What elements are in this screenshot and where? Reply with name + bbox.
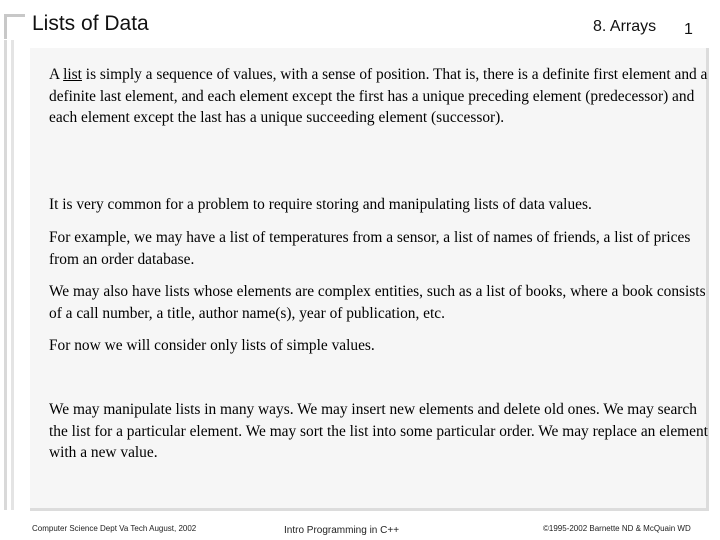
left-frame-bar [4, 40, 7, 510]
paragraph-list-definition [49, 64, 709, 129]
footer-center: Intro Programming in C++ [284, 525, 400, 536]
paragraph-text: is simply a sequence of values, with a sense of position. That is, there is a definite first element and a definite last element, and each element except the first has a unique preceding element (predecessor) and each element except the last has a unique succeeding element (successor). [49, 66, 708, 126]
slide-title: Lists of Data [32, 12, 149, 35]
chapter-label: 8. Arrays [593, 18, 657, 35]
paragraph-text: A [49, 66, 64, 83]
left-frame-bar-inner [11, 40, 14, 510]
paragraph-manipulate-lists: We may manipulate lists in many ways. We may insert new elements and delete old ones. We may search the list for a particular element. We may sort the list into some particular order. We may replace an element with a new value. [49, 401, 708, 461]
paragraph-common-problem: It is very common for a problem to require storing and manipulating lists of data values. [49, 196, 592, 213]
paragraph-example-lists: For example, we may have a list of temperatures from a sensor, a list of names of friends, a list of prices from an order database. [49, 229, 691, 268]
paragraph-simple-values: For now we will consider only lists of simple values. [49, 337, 375, 354]
footer-right: ©1995-2002 Barnette ND & McQuain WD [543, 524, 691, 533]
slide-number: 1 [684, 21, 693, 38]
corner-bracket [4, 14, 25, 39]
paragraph-complex-entities: We may also have lists whose elements are complex entities, such as a list of books, where a book consists of a call number, a title, author name(s), year of publication, etc. [49, 283, 706, 322]
underlined-term: list [63, 66, 82, 83]
footer-left: Computer Science Dept Va Tech August, 2002 [32, 524, 197, 533]
